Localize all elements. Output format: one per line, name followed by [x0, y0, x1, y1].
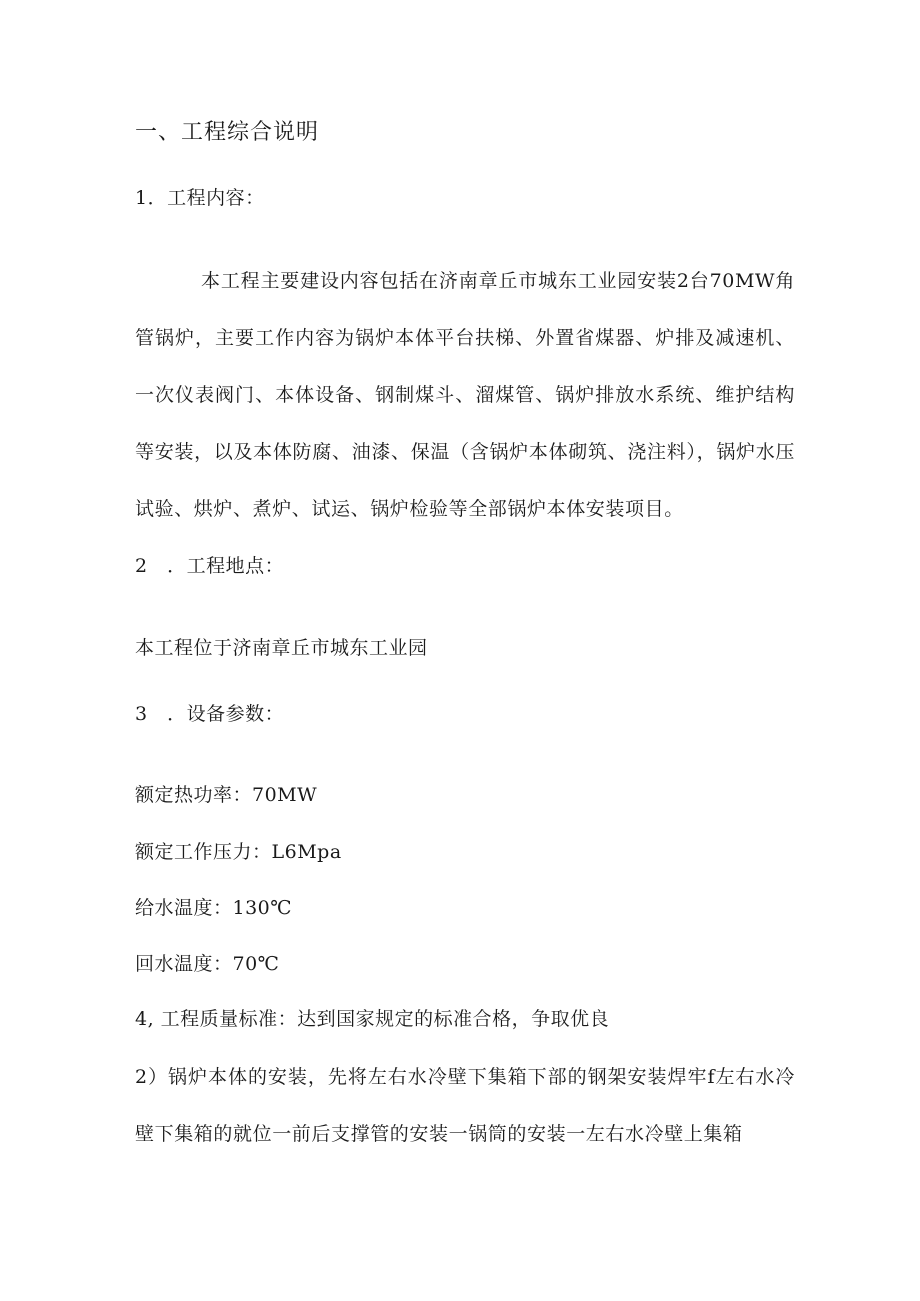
item1-heading: 1．工程内容： — [135, 187, 265, 209]
item4-quality-standard: 4, 工程质量标准：达到国家规定的标准合格，争取优良 — [135, 1008, 610, 1030]
item3-heading: 3 ．设备参数： — [135, 703, 285, 725]
item1-body: 本工程主要建设内容包括在济南章丘市城东工业园安装2台70MW角管锅炉，主要工作内容为锅炉本体平台扶梯、外置省煤器、炉排及减速机、一次仪表阀门、本体设备、钢制煤斗、溜煤管、锅炉排放水系统、维护结构等安装，以及本体防腐、油漆、保温（含锅炉本体砌筑、浇注料），锅炉水压试验、烘炉、煮炉、试运、锅炉检验等全部锅炉本体安装项目。 — [135, 270, 795, 520]
item2-body: 本工程位于济南章丘市城东工业园 — [135, 637, 428, 659]
item5-body: 2）锅炉本体的安装，先将左右水冷壁下集箱下部的钢架安装焊牢f左右水冷壁下集箱的就位一前后支撑管的安装一锅筒的安装一左右水冷壁上集箱 — [135, 1066, 795, 1145]
item2-heading: 2 ．工程地点： — [135, 555, 285, 577]
param-rated-power: 额定热功率：70MW — [135, 784, 318, 806]
section-title: 一、工程综合说明 — [135, 120, 320, 145]
param-rated-pressure: 额定工作压力：L6Mpa — [135, 841, 342, 863]
param-feed-water-temp: 给水温度：130℃ — [135, 897, 293, 919]
param-return-water-temp: 回水温度：70℃ — [135, 953, 280, 975]
